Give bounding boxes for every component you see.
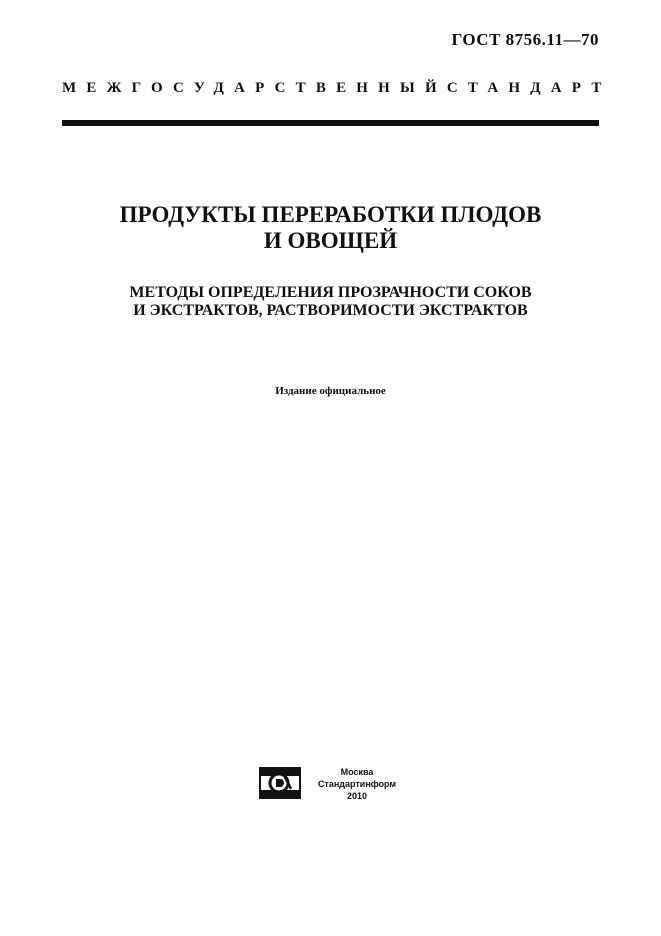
publication-year: 2010 — [346, 791, 368, 801]
title-line-2: И ОВОЩЕЙ — [263, 228, 398, 253]
document-title — [0, 202, 661, 254]
publisher-name: Стандартинформ — [317, 779, 397, 789]
title-line-1: ПРОДУКТЫ ПЕРЕРАБОТКИ ПЛОДОВ — [119, 202, 542, 227]
subtitle-line-1: МЕТОДЫ ОПРЕДЕЛЕНИЯ ПРОЗРАЧНОСТИ СОКОВ — [129, 284, 532, 301]
document-subtitle — [0, 284, 661, 320]
standard-type-heading — [62, 80, 612, 97]
standartinform-logo-icon — [259, 767, 301, 799]
subtitle-line-2: И ЭКСТРАКТОВ, РАСТВОРИМОСТИ ЭКСТРАКТОВ — [133, 302, 528, 319]
header-divider — [62, 120, 599, 126]
standard-type-word-2: СТАНДАРТ — [446, 80, 612, 96]
document-number: ГОСТ 8756.11—70 — [451, 30, 599, 49]
edition-note: Издание официальное — [275, 385, 386, 397]
standard-type-word-1: МЕЖГОСУДАРСТВЕННЫЙ — [62, 80, 447, 96]
publisher-city: Москва — [340, 767, 374, 777]
publisher-block — [305, 766, 409, 802]
